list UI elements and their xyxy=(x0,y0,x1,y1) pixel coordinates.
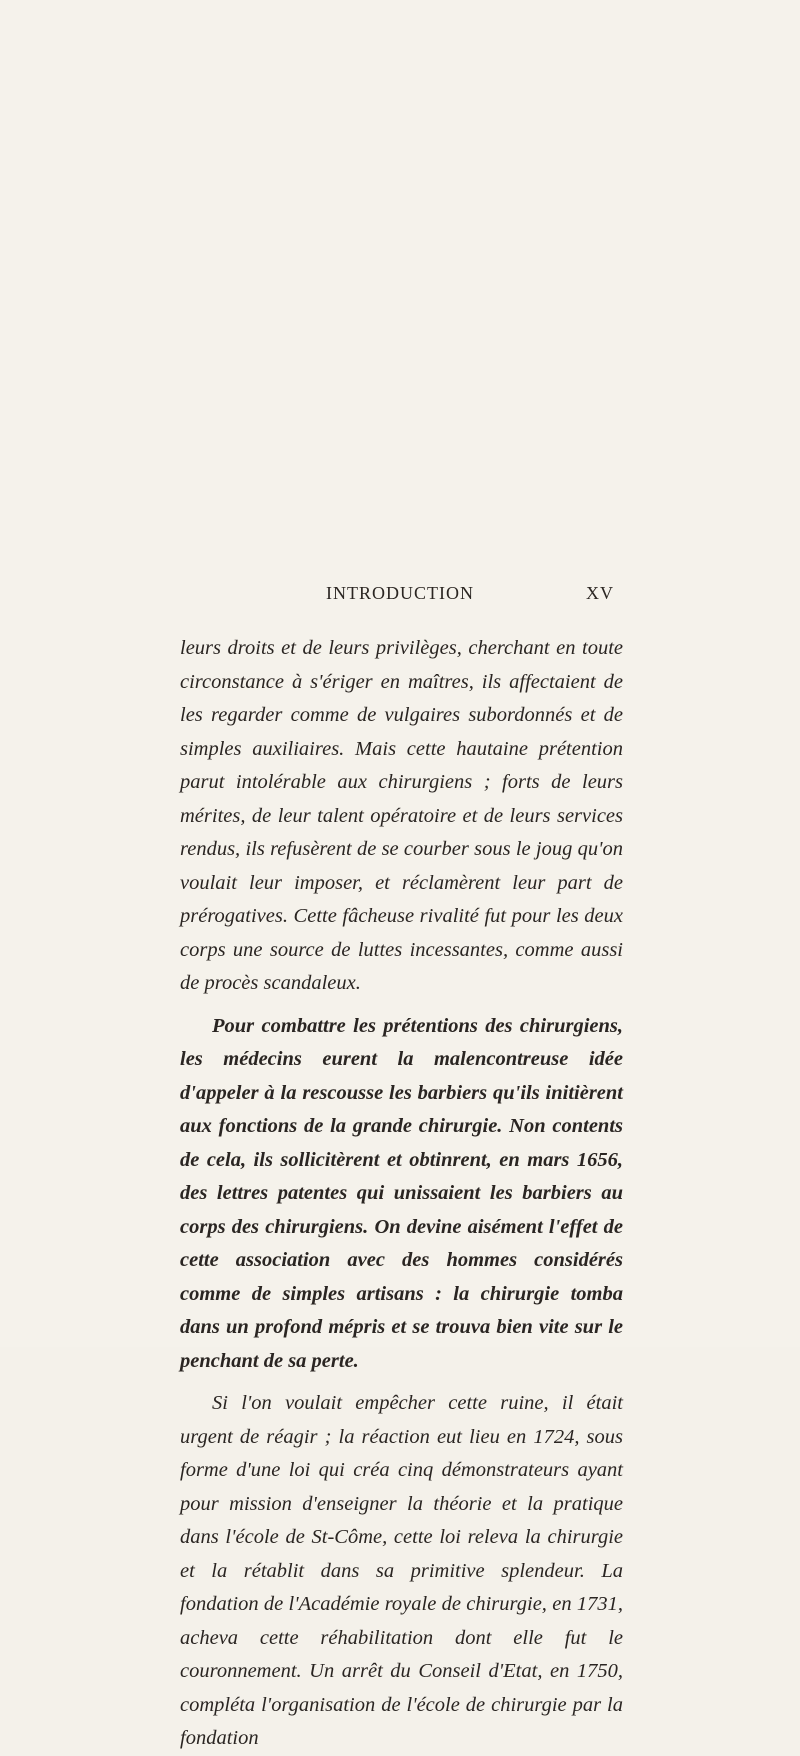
page-number: XV xyxy=(586,583,614,603)
page-header xyxy=(0,583,800,613)
body-text xyxy=(180,632,623,1756)
paragraph-2: Pour combattre les prétentions des chirurgiens, les médecins eurent la malencontreuse idée d'appeler à la rescousse les barbiers qu'ils initièrent aux fonctions de la grande chirurgie. Non contents de cela, ils sollicitèrent et obtinrent, en mars 1656, des lettres patentes qui unissaient les barbiers au corps des chirurgiens. On devine aisément l'effet de cette association avec des hommes considérés comme de simples artisans : la chirurgie tomba dans un profond mépris et se trouva bien vite sur le penchant de sa perte. xyxy=(180,1014,623,1372)
running-title: INTRODUCTION xyxy=(326,583,474,603)
paragraph-3: Si l'on voulait empêcher cette ruine, il était urgent de réagir ; la réaction eut lieu en 1724, sous forme d'une loi qui créa cinq démonstrateurs ayant pour mission d'enseigner la théorie et la pratique dans l'école de St-Côme, cette loi releva la chirurgie et la rétablit dans sa primitive splendeur. La fondation de l'Académie royale de chirurgie, en 1731, acheva cette réhabilitation dont elle fut le couronnement. Un arrêt du Conseil d'Etat, en 1750, compléta l'organisation de l'école de chirurgie par la fondation xyxy=(180,1392,623,1749)
paragraph-1: leurs droits et de leurs privilèges, cherchant en toute circonstance à s'ériger en maîtres, ils affectaient de les regarder comme de vulgaires subordonnés et de simples auxiliaires. Mais cette hautaine prétention parut intolérable aux chirurgiens ; forts de leurs mérites, de leur talent opératoire et de leurs services rendus, ils refusèrent de se courber sous le joug qu'on voulait leur imposer, et réclamèrent leur part de prérogatives. Cette fâcheuse rivalité fut pour les deux corps une source de luttes incessantes, comme aussi de procès scandaleux. xyxy=(180,637,623,994)
